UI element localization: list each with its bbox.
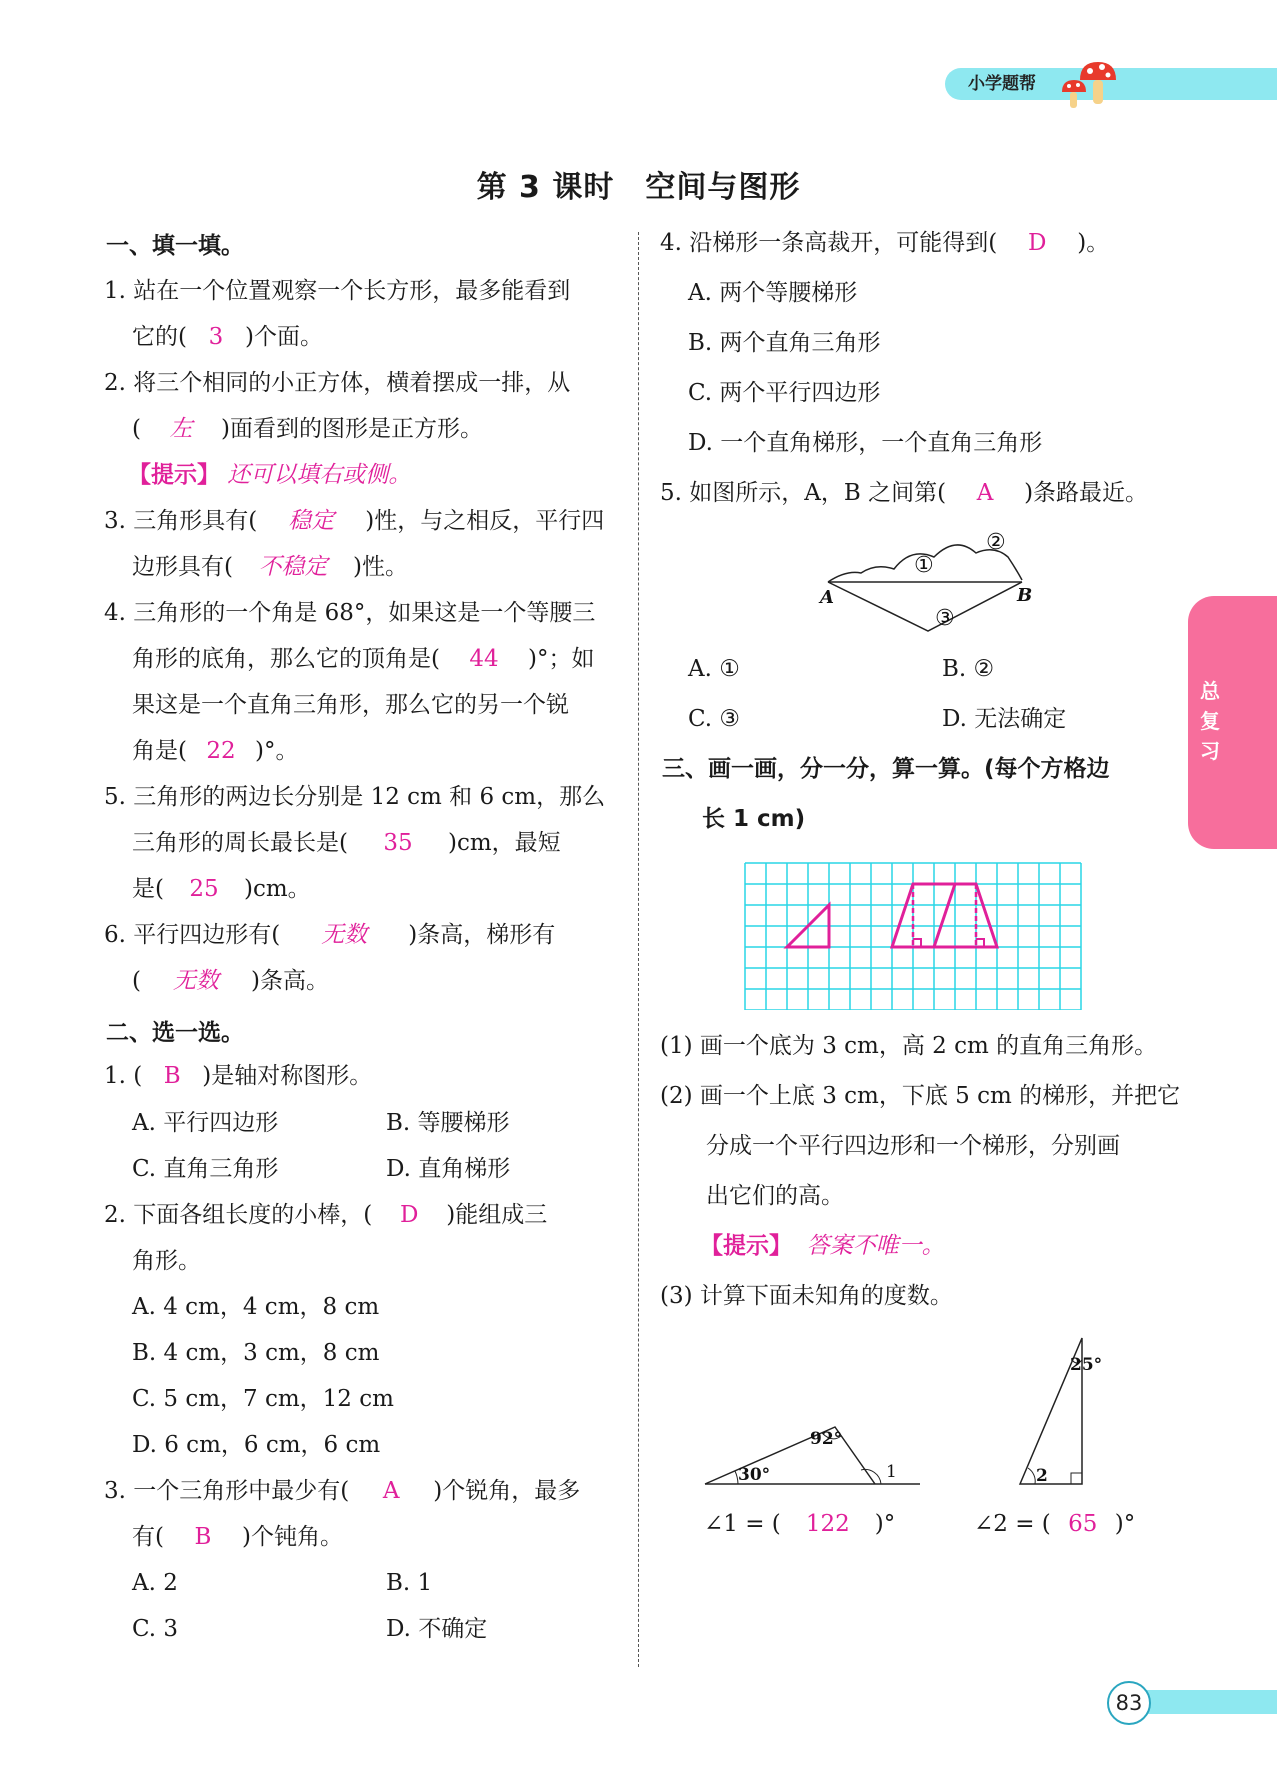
- column-divider: [638, 232, 639, 1667]
- s2-q4-option-a: A. 两个等腰梯形: [688, 280, 858, 306]
- path-diagram: [816, 525, 1046, 645]
- s1-q6-answer1: 无数: [321, 922, 368, 948]
- s3-answer2: 65: [1068, 1511, 1098, 1537]
- path-3-polyline: [828, 582, 1022, 631]
- s1-q5-line3: 是( 25 )cm。: [132, 873, 311, 905]
- s2-q1-option-a: A. 平行四边形: [132, 1110, 279, 1136]
- s1-q1-answer: 3: [208, 324, 224, 350]
- s2-q3-option-b: B. 1: [386, 1570, 433, 1596]
- s3-part3: (3) 计算下面未知角的度数。: [660, 1283, 953, 1309]
- s2-q1-option-d: D. 直角梯形: [386, 1156, 511, 1182]
- s1-q4-answer1: 44: [469, 646, 499, 672]
- s2-q3-option-d: D. 不确定: [386, 1616, 488, 1642]
- s2-q2-line2: 角形。: [132, 1248, 201, 1274]
- trapezoid-divider: [934, 884, 955, 947]
- s2-q2-option-c: C. 5 cm，7 cm，12 cm: [132, 1386, 394, 1412]
- drawing-grid: [742, 860, 1082, 1010]
- label-point-a: A: [820, 587, 834, 608]
- s2-q1-answer: B: [163, 1063, 181, 1089]
- s2-q2-answer: D: [400, 1202, 419, 1228]
- label-path-1: ①: [914, 553, 934, 578]
- page-title: 第 3 课时 空间与图形: [476, 170, 801, 205]
- s1-q5-line2: 三角形的周长最长是( 35 )cm，最短: [132, 827, 561, 859]
- section1-heading: 一、填一填。: [106, 233, 244, 259]
- s1-q6-answer2: 无数: [172, 968, 219, 994]
- side-tab-label: 总 复 习: [1200, 679, 1220, 763]
- s1-q4-line4: 角是( 22 )°。: [132, 735, 298, 767]
- label-point-b: B: [1017, 585, 1033, 606]
- s1-q4-answer2: 22: [206, 738, 236, 764]
- page-number: 83: [1107, 1681, 1151, 1725]
- label-92-degrees: 92°: [810, 1429, 843, 1449]
- triangle-1: [705, 1427, 875, 1484]
- s1-q4-line2: 角形的底角，那么它的顶角是( 44 )°；如: [132, 643, 594, 675]
- s2-q3-option-a: A. 2: [132, 1570, 178, 1596]
- s1-q4-line3: 果这是一个直角三角形，那么它的另一个锐: [132, 692, 569, 718]
- s3-answer2-line: ∠2 = ( 65 )°: [974, 1508, 1135, 1540]
- s2-q4-option-c: C. 两个平行四边形: [688, 380, 881, 406]
- s2-q3-line1: 3. 一个三角形中最少有( A )个锐角，最多: [104, 1475, 580, 1507]
- s2-q2-option-b: B. 4 cm，3 cm，8 cm: [132, 1340, 380, 1366]
- s2-q4-option-b: B. 两个直角三角形: [688, 330, 881, 356]
- s3-hint: 【提示】 答案不唯一。: [700, 1233, 945, 1259]
- s2-q4-stem: 4. 沿梯形一条高裁开，可能得到( D )。: [660, 227, 1109, 259]
- label-path-2: ②: [986, 530, 1006, 555]
- s2-q5-answer: A: [976, 480, 994, 506]
- s2-q1-stem: 1. ( B )是轴对称图形。: [104, 1060, 372, 1092]
- s2-q3-line2: 有( B )个钝角。: [132, 1521, 343, 1553]
- s1-q2-hint: 【提示】 还可以填右或侧。: [128, 462, 412, 488]
- label-30-degrees: 30°: [738, 1465, 771, 1485]
- s2-q3-answer1: A: [382, 1478, 400, 1504]
- s2-q3-option-c: C. 3: [132, 1616, 179, 1642]
- s3-part1: (1) 画一个底为 3 cm，高 2 cm 的直角三角形。: [660, 1033, 1158, 1059]
- s2-q5-option-d: D. 无法确定: [942, 706, 1067, 732]
- header-brand: 小学题帮: [968, 74, 1036, 94]
- s1-q3-line2: 边形具有( 不稳定 )性。: [132, 551, 408, 583]
- s1-q5-answer2: 25: [189, 876, 219, 902]
- s3-answer1: 122: [805, 1511, 850, 1537]
- label-angle-2: 2: [1036, 1466, 1048, 1486]
- s1-q2-answer: 左: [169, 416, 193, 442]
- section2-heading: 二、选一选。: [106, 1020, 244, 1046]
- s3-part2-line3: 出它们的高。: [706, 1183, 844, 1209]
- s2-q2-line1: 2. 下面各组长度的小棒，( D )能组成三: [104, 1199, 547, 1231]
- s2-q5-option-c: C. ③: [688, 706, 741, 732]
- s2-q2-option-a: A. 4 cm，4 cm，8 cm: [132, 1294, 380, 1320]
- label-25-degrees: 25°: [1070, 1355, 1103, 1375]
- s1-q3-answer2: 不稳定: [258, 554, 328, 580]
- label-angle-1: 1: [886, 1462, 897, 1482]
- section3-heading-line2: 长 1 cm): [702, 806, 806, 832]
- section3-heading-line1: 三、画一画，分一分，算一算。(每个方格边: [662, 756, 1110, 782]
- s2-q4-answer: D: [1028, 230, 1047, 256]
- s1-q5-answer1: 35: [383, 830, 413, 856]
- s2-q5-stem: 5. 如图所示，A，B 之间第( A )条路最近。: [660, 477, 1148, 509]
- s3-part2-line2: 分成一个平行四边形和一个梯形，分别画: [706, 1133, 1120, 1159]
- s1-q4-line1: 4. 三角形的一个角是 68°，如果这是一个等腰三: [104, 600, 596, 626]
- angle-figures: [700, 1330, 1130, 1490]
- s2-q4-option-d: D. 一个直角梯形，一个直角三角形: [688, 430, 1043, 456]
- s1-q5-line1: 5. 三角形的两边长分别是 12 cm 和 6 cm，那么: [104, 784, 606, 810]
- s3-answer1-line: ∠1 = ( 122 )°: [704, 1508, 895, 1540]
- s2-q3-answer2: B: [194, 1524, 212, 1550]
- s2-q5-option-a: A. ①: [688, 656, 740, 682]
- s1-q2-line1: 2. 将三个相同的小正方体，横着摆成一排，从: [104, 370, 571, 396]
- s1-q1-line2: 它的( 3 )个面。: [132, 321, 323, 353]
- s1-q3-line1: 3. 三角形具有( 稳定 )性，与之相反，平行四: [104, 505, 604, 537]
- s1-q6-line1: 6. 平行四边形有( 无数 )条高，梯形有: [104, 919, 555, 951]
- s2-q1-option-b: B. 等腰梯形: [386, 1110, 510, 1136]
- s3-part2-line1: (2) 画一个上底 3 cm，下底 5 cm 的梯形，并把它: [660, 1083, 1181, 1109]
- s2-q2-option-d: D. 6 cm，6 cm，6 cm: [132, 1432, 381, 1458]
- mushroom-icon: [1060, 40, 1150, 115]
- s2-q5-option-b: B. ②: [942, 656, 995, 682]
- s1-q2-line2: ( 左 )面看到的图形是正方形。: [132, 413, 483, 445]
- s1-q1-line1: 1. 站在一个位置观察一个长方形，最多能看到: [104, 278, 571, 304]
- s2-q1-option-c: C. 直角三角形: [132, 1156, 279, 1182]
- label-path-3: ③: [935, 606, 955, 631]
- s1-q3-answer1: 稳定: [288, 508, 335, 534]
- s1-q6-line2: ( 无数 )条高。: [132, 965, 329, 997]
